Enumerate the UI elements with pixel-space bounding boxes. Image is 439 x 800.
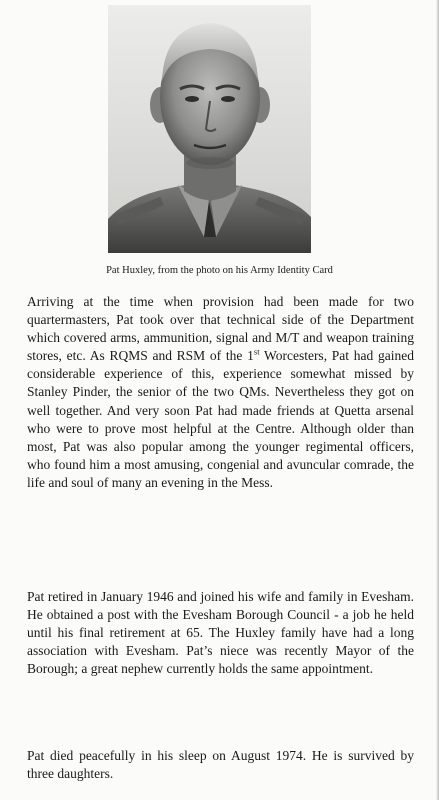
portrait-photo xyxy=(108,5,311,253)
photo-caption: Pat Huxley, from the photo on his Army Identity Card xyxy=(106,265,333,276)
ordinal-superscript: st xyxy=(253,346,260,357)
portrait-image xyxy=(108,5,311,253)
paragraph-2: Pat retired in January 1946 and joined his wife and family in Evesham. He obtained a post with the Evesham Borough Council - a job he held until his final retirement at 65. The Huxley family have had a long association with Evesham. Pat’s niece was recently Mayor of the Borough; a great nephew currently holds the same appointment. xyxy=(27,589,414,677)
paragraph-1-text-a: Arriving at the time when provision had been made for two quartermasters, Pat took over that technical side of the Department which covered arms, ammunition, signal and M/T and weapon training stores, etc. As RQMS and RSM of the 1 xyxy=(27,294,414,364)
paragraph-1 xyxy=(27,293,414,492)
paragraph-3: Pat died peacefully in his sleep on August 1974. He is survived by three daughters. xyxy=(27,748,414,782)
paragraph-1-text-b: Worcesters, Pat had gained considerable experience of this, experience somewhat missed by Stanley Pinder, the senior of the two QMs. Nevertheless they got on well together. And very soon Pat had made friends at Quetta arsenal who were to prove most helpful at the Centre. Although older than most, Pat was also popular among the younger regimental officers, who found him a most amusing, congenial and avuncular comrade, the life and soul of many an evening in the Mess. xyxy=(27,348,414,490)
